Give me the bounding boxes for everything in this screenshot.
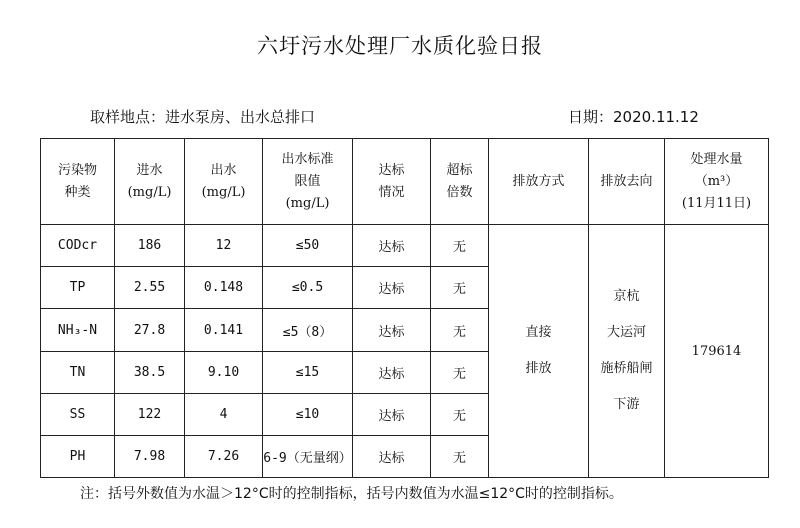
header-exceed xyxy=(431,139,489,225)
header-exceed-line1: 超标 xyxy=(446,162,473,178)
footnote: 注：括号外数值为水温＞12°C时的控制指标，括号内数值为水温≤12°C时的控制指标。 xyxy=(80,486,623,502)
cell-effluent: 0.141 xyxy=(185,309,263,351)
cell-exceed: 无 xyxy=(431,267,489,309)
header-discharge-method: 排放方式 xyxy=(489,139,589,225)
cell-exceed: 无 xyxy=(431,309,489,351)
discharge-direction-line3: 施桥船闸 xyxy=(600,361,653,377)
cell-limit: ≤50 xyxy=(263,225,353,267)
cell-limit: 6-9（无量纲） xyxy=(263,435,353,477)
report-date: 日期：2020.11.12 xyxy=(568,108,699,126)
header-volume-line2: （m³） xyxy=(694,173,739,189)
header-limit-line1: 出水标准 xyxy=(281,151,334,167)
report-title: 六圩污水处理厂水质化验日报 xyxy=(257,34,543,58)
header-limit-line3: (mg/L) xyxy=(285,195,330,211)
cell-effluent: 7.26 xyxy=(185,435,263,477)
cell-exceed: 无 xyxy=(431,435,489,477)
cell-status: 达标 xyxy=(353,225,431,267)
cell-influent: 7.98 xyxy=(115,435,185,477)
header-influent xyxy=(115,139,185,225)
cell-influent: 186 xyxy=(115,225,185,267)
header-effluent-line2: (mg/L) xyxy=(201,184,246,200)
cell-effluent: 9.10 xyxy=(185,351,263,393)
header-limit-line2: 限值 xyxy=(294,173,321,189)
header-exceed-line2: 倍数 xyxy=(446,184,473,200)
table-row xyxy=(41,225,769,267)
cell-exceed: 无 xyxy=(431,393,489,435)
header-pollutant-line1: 污染物 xyxy=(57,162,97,178)
cell-discharge-method xyxy=(489,225,589,478)
header-discharge-direction: 排放去向 xyxy=(589,139,665,225)
cell-pollutant: SS xyxy=(41,393,115,435)
cell-pollutant: CODcr xyxy=(41,225,115,267)
table-header-row xyxy=(41,139,769,225)
cell-influent: 27.8 xyxy=(115,309,185,351)
cell-pollutant: TP xyxy=(41,267,115,309)
header-pollutant-line2: 种类 xyxy=(64,184,91,200)
cell-status: 达标 xyxy=(353,435,431,477)
header-compliance xyxy=(353,139,431,225)
cell-status: 达标 xyxy=(353,351,431,393)
cell-influent: 122 xyxy=(115,393,185,435)
cell-limit: ≤10 xyxy=(263,393,353,435)
cell-status: 达标 xyxy=(353,267,431,309)
discharge-direction-line2: 大运河 xyxy=(606,325,646,341)
header-volume xyxy=(665,139,769,225)
water-quality-table xyxy=(40,138,769,478)
header-limit xyxy=(263,139,353,225)
cell-pollutant: TN xyxy=(41,351,115,393)
cell-effluent: 12 xyxy=(185,225,263,267)
cell-effluent: 4 xyxy=(185,393,263,435)
discharge-direction-line1: 京杭 xyxy=(613,289,640,305)
cell-discharge-direction xyxy=(589,225,665,478)
cell-limit: ≤5（8） xyxy=(263,309,353,351)
cell-limit: ≤0.5 xyxy=(263,267,353,309)
cell-status: 达标 xyxy=(353,393,431,435)
cell-pollutant: NH₃-N xyxy=(41,309,115,351)
discharge-method-line1: 直接 xyxy=(525,325,552,341)
header-influent-line2: (mg/L) xyxy=(127,184,172,200)
header-influent-line1: 进水 xyxy=(136,162,163,178)
cell-exceed: 无 xyxy=(431,225,489,267)
sampling-location: 取样地点：进水泵房、出水总排口 xyxy=(90,108,316,126)
cell-status: 达标 xyxy=(353,309,431,351)
cell-influent: 2.55 xyxy=(115,267,185,309)
cell-volume: 179614 xyxy=(665,225,769,478)
cell-influent: 38.5 xyxy=(115,351,185,393)
cell-exceed: 无 xyxy=(431,351,489,393)
cell-pollutant: PH xyxy=(41,435,115,477)
header-effluent-line1: 出水 xyxy=(210,162,237,178)
header-effluent xyxy=(185,139,263,225)
header-volume-line1: 处理水量 xyxy=(690,151,743,167)
header-volume-line3: (11月11日) xyxy=(681,195,752,211)
header-pollutant xyxy=(41,139,115,225)
cell-limit: ≤15 xyxy=(263,351,353,393)
discharge-direction-line4: 下游 xyxy=(613,397,640,413)
header-compliance-line2: 情况 xyxy=(378,184,405,200)
header-compliance-line1: 达标 xyxy=(378,162,405,178)
cell-effluent: 0.148 xyxy=(185,267,263,309)
discharge-method-line2: 排放 xyxy=(525,361,552,377)
